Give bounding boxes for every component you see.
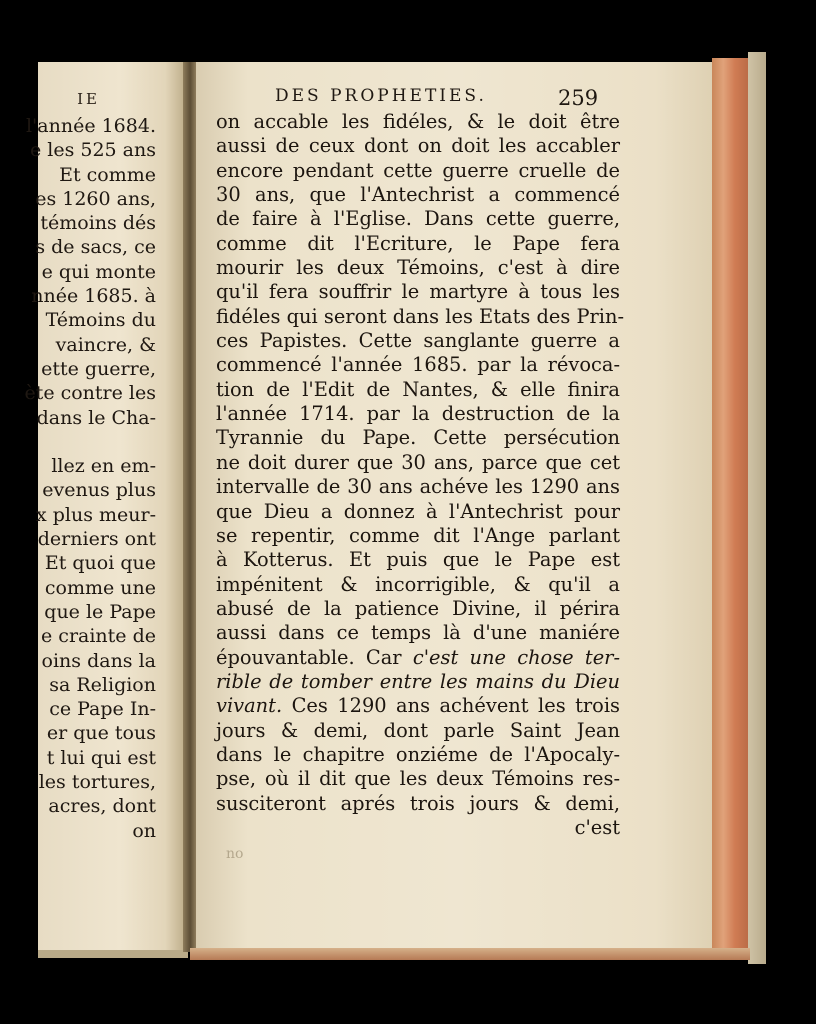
- left-text-line: ce Pape In-: [49, 698, 156, 721]
- text-line: c'est: [574, 815, 620, 839]
- text-line: encore pendant cette guerre cruelle de: [216, 158, 620, 182]
- left-text-line: les tortures,: [38, 771, 156, 794]
- text-line: fidéles qui seront dans les Etats des Prin-: [216, 304, 625, 328]
- footer-mark: no: [226, 846, 244, 862]
- text-line: 30 ans, que l'Antechrist a commencé: [216, 183, 620, 207]
- left-text-line: oins dans la: [41, 649, 156, 672]
- text-line: abusé de la patience Divine, il périra: [216, 596, 620, 620]
- left-text-line: s de sacs, ce: [35, 236, 156, 259]
- text-line: aussi dans ce temps là d'une maniére: [216, 621, 620, 645]
- left-text-line: t lui qui est: [46, 746, 156, 769]
- left-text-line: ète contre les: [24, 382, 156, 405]
- left-text-line: comme une: [44, 576, 156, 599]
- left-text-line: e crainte de: [41, 625, 156, 648]
- left-text-line: sa Religion: [49, 673, 156, 696]
- text-line: tion de l'Edit de Nantes, & elle finira: [216, 377, 620, 401]
- left-page-bottom-edge: [38, 950, 188, 958]
- left-text-line: Et comme: [59, 163, 156, 186]
- book-cover-edge: [748, 52, 766, 964]
- text-line: dans le chapitre onziéme de l'Apocaly-: [216, 742, 620, 766]
- left-text-line: ette guerre,: [41, 357, 156, 380]
- italic-text: c'est une chose ter-: [412, 645, 621, 669]
- text-line: [216, 670, 620, 694]
- left-text-line: Et quoi que: [44, 552, 156, 575]
- left-text-line: acres, dont: [48, 795, 156, 818]
- text-line: susciteront aprés trois jours & demi,: [216, 791, 620, 815]
- italic-text: vivant.: [216, 694, 283, 718]
- left-text-line: l'année 1684.: [25, 115, 156, 137]
- left-text-line: on: [132, 819, 156, 842]
- left-page-header: IE: [77, 90, 100, 108]
- left-text-line: es 1260 ans,: [35, 187, 156, 210]
- text-line: impénitent & incorrigible, & qu'il a: [216, 572, 620, 596]
- left-text-line: derniers ont: [37, 528, 156, 551]
- text-line: de faire à l'Eglise. Dans cette guerre,: [216, 207, 620, 231]
- roman-text: Ces 1290 ans achévent les trois: [282, 694, 620, 718]
- left-text-line: que le Pape: [44, 600, 156, 623]
- left-text-line: [0, 430, 156, 454]
- text-line: comme dit l'Ecriture, le Pape fera: [216, 231, 620, 255]
- text-line: pse, où il dit que les deux Témoins res-: [216, 767, 620, 791]
- left-text-line: vaincre, &: [55, 333, 156, 356]
- text-line: qu'il fera souffrir le martyre à tous les: [216, 280, 620, 304]
- text-line: mourir les deux Témoins, c'est à dire: [216, 256, 620, 280]
- left-text-line: llez en em-: [51, 455, 156, 478]
- text-line: on accable les fidéles, & le doit être: [216, 110, 620, 133]
- left-text-line: dans le Cha-: [36, 406, 156, 429]
- text-line: jours & demi, dont parle Saint Jean: [216, 718, 620, 742]
- page-fore-edge: [712, 58, 750, 954]
- page-number: 259: [558, 86, 599, 110]
- left-page: [24, 62, 188, 952]
- left-text-line: Témoins du: [45, 309, 156, 332]
- text-line: commencé l'année 1685. par la révoca-: [216, 353, 620, 377]
- text-line: [216, 646, 620, 670]
- left-text-line: e les 525 ans: [29, 139, 156, 162]
- left-text-line: er que tous: [46, 722, 156, 745]
- running-title: DES PROPHETIES.: [275, 86, 487, 106]
- left-text-line: témoins dés: [40, 212, 156, 235]
- text-line: l'année 1714. par la destruction de la: [216, 402, 620, 426]
- left-text-line: x plus meur-: [35, 503, 156, 526]
- italic-text: rible de tomber entre les mains du Dieu: [216, 669, 620, 693]
- text-line: Tyrannie du Pape. Cette persécution: [216, 426, 620, 450]
- right-page-text: [216, 110, 625, 840]
- text-line: intervalle de 30 ans achéve les 1290 ans: [216, 475, 620, 499]
- text-line: ces Papistes. Cette sanglante guerre a: [216, 329, 620, 353]
- roman-text: épouvantable. Car: [216, 645, 413, 669]
- text-line: à Kotterus. Et puis que le Pape est: [216, 548, 620, 572]
- left-page-text: [0, 114, 156, 843]
- running-head: [275, 86, 605, 106]
- text-line: que Dieu a donnez à l'Antechrist pour: [216, 499, 620, 523]
- text-line: aussi de ceux dont on doit les accabler: [216, 134, 620, 158]
- text-line: [216, 694, 620, 718]
- left-text-line: evenus plus: [42, 479, 156, 502]
- left-text-line: nnée 1685. à: [31, 285, 156, 308]
- left-text-line: e qui monte: [41, 260, 156, 283]
- page-bottom-edge: [190, 948, 750, 960]
- text-line: ne doit durer que 30 ans, parce que cet: [216, 450, 620, 474]
- text-line: se repentir, comme dit l'Ange parlant: [216, 523, 620, 547]
